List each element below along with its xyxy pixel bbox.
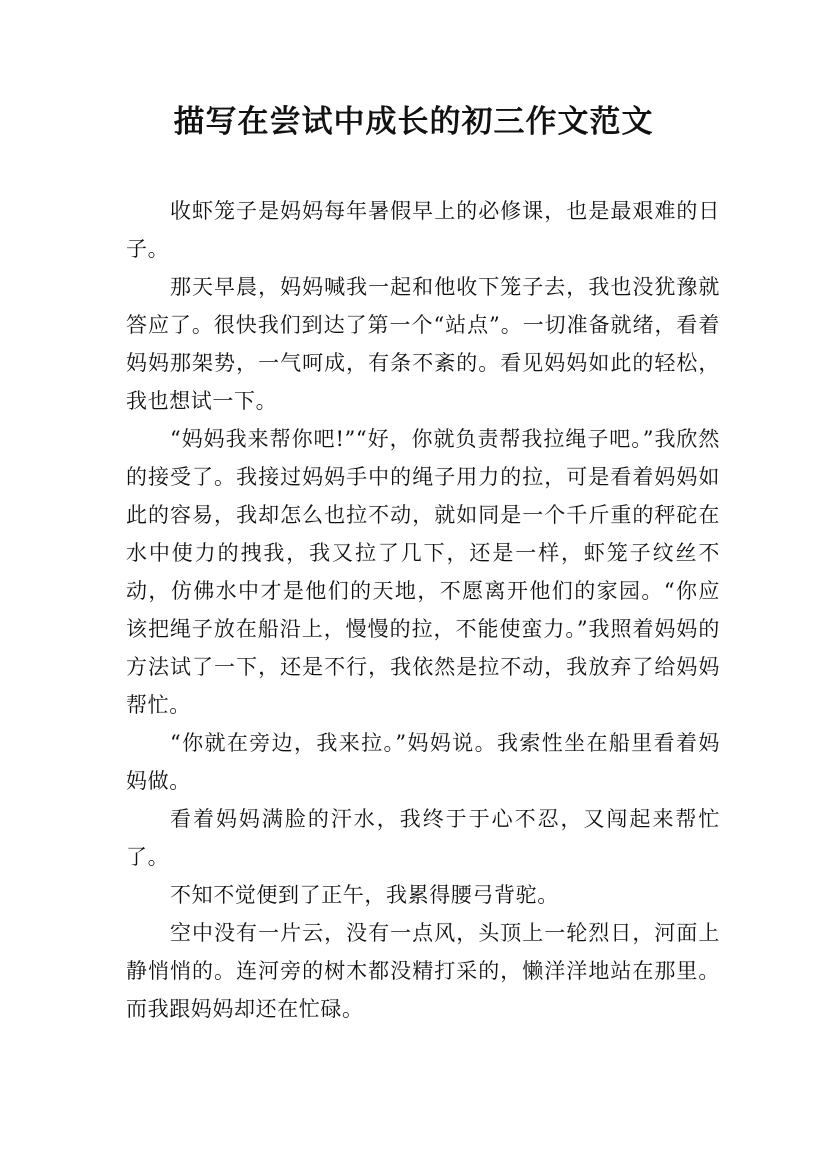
paragraph-5: 看着妈妈满脸的汗水，我终于于心不忍，又闯起来帮忙了。 — [126, 807, 720, 869]
document-body — [126, 192, 720, 1028]
document-title: 描写在尝试中成长的初三作文范文 — [173, 104, 654, 140]
paragraph-6: 不知不觉便到了正午，我累得腰弓背驼。 — [170, 883, 559, 907]
paragraph-2: 那天早晨，妈妈喊我一起和他收下笼子去，我也没犹豫就答应了。很快我们到达了第一个“站点”。一切准备就绪，看着妈妈那架势，一气呵成，有条不紊的。看见妈妈如此的轻松，我也想试一下。 — [126, 275, 720, 413]
paragraph-3: “妈妈我来帮你吧!”“好，你就负责帮我拉绳子吧。”我欣然的接受了。我接过妈妈手中的绳子用力的拉，可是看着妈妈如此的容易，我却怎么也拉不动，就如同是一个千斤重的秤砣在水中使力的拽我，我又拉了几下，还是一样，虾笼子纹丝不动，仿佛水中才是他们的天地，不愿离开他们的家园。“你应该把绳子放在船沿上，慢慢的拉，不能使蛮力。”我照着妈妈的方法试了一下，还是不行，我依然是拉不动，我放弃了给妈妈帮忙。 — [126, 427, 720, 717]
paragraph-4: “你就在旁边，我来拉。”妈妈说。我索性坐在船里看着妈妈做。 — [126, 731, 720, 793]
paragraph-7: 空中没有一片云，没有一点风，头顶上一轮烈日，河面上静悄悄的。连河旁的树木都没精打采的，懒洋洋地站在那里。而我跟妈妈却还在忙碌。 — [126, 921, 720, 1021]
paragraph-1: 收虾笼子是妈妈每年暑假早上的必修课，也是最艰难的日子。 — [126, 199, 720, 261]
